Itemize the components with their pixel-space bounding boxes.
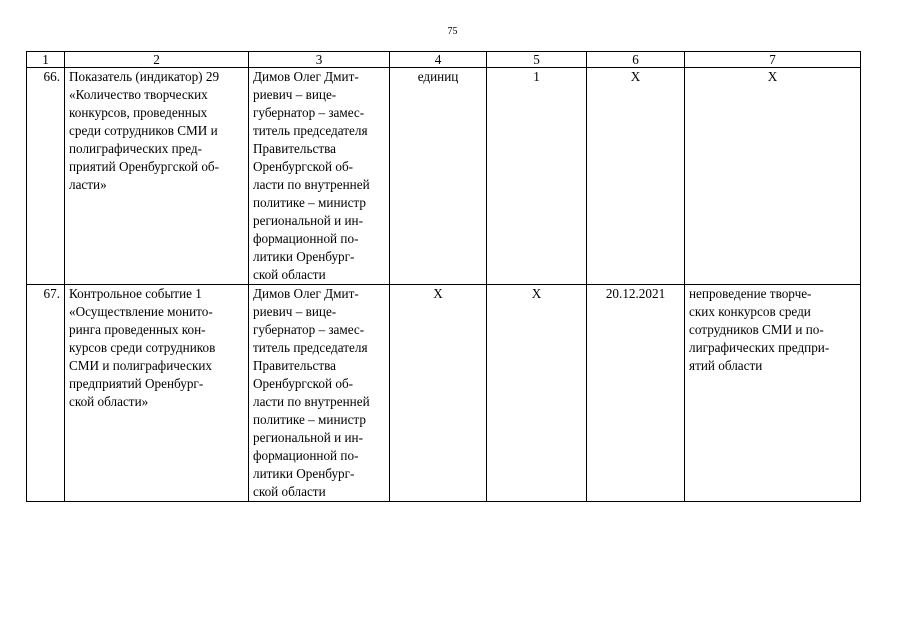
indicator-name-cell	[65, 285, 249, 502]
text-line: «Осуществление монито-	[69, 304, 213, 319]
indicator-name-cell	[65, 68, 249, 285]
text-line: формационной по-	[253, 448, 359, 463]
text-line: региональной и ин-	[253, 430, 363, 445]
date-cell: 20.12.2021	[587, 285, 685, 502]
text-line: ринга проведенных кон-	[69, 322, 206, 337]
column-header: 3	[249, 52, 390, 68]
text-line: риевич – вице-	[253, 304, 337, 319]
row-number-cell: 67.	[27, 285, 65, 502]
text-line: СМИ и полиграфических	[69, 358, 212, 373]
text-line: Правительства	[253, 141, 336, 156]
text-line: литики Оренбург-	[253, 466, 355, 481]
text-line: лиграфических предпри-	[689, 340, 830, 355]
text-line: ласти»	[69, 177, 107, 192]
text-line: риевич – вице-	[253, 87, 337, 102]
text-line: политике – министр	[253, 412, 366, 427]
text-line: ской области	[253, 267, 326, 282]
text-line: непроведение творче-	[689, 286, 812, 301]
unit-cell: Х	[390, 285, 487, 502]
text-line: титель председателя	[253, 340, 368, 355]
text-line: Х	[767, 69, 778, 84]
column-header: 7	[685, 52, 861, 68]
text-line: Димов Олег Дмит-	[253, 286, 359, 301]
column-header: 6	[587, 52, 685, 68]
text-line: «Количество творческих	[69, 87, 208, 102]
text-line: приятий Оренбургской об-	[69, 159, 220, 174]
text-line: политике – министр	[253, 195, 366, 210]
text-line: ятий области	[689, 358, 763, 373]
text-line: Оренбургской об-	[253, 159, 354, 174]
unit-cell: единиц	[390, 68, 487, 285]
text-line: предприятий Оренбург-	[69, 376, 204, 391]
value-cell: 1	[487, 68, 587, 285]
note-cell	[685, 68, 861, 285]
text-line: Оренбургской об-	[253, 376, 354, 391]
text-line: ских конкурсов среди	[689, 304, 811, 319]
date-cell: Х	[587, 68, 685, 285]
text-line: конкурсов, проведенных	[69, 105, 208, 120]
column-header: 2	[65, 52, 249, 68]
column-header: 5	[487, 52, 587, 68]
text-line: ской области	[253, 484, 326, 499]
table-row	[27, 68, 861, 285]
document-table	[26, 51, 861, 502]
responsible-cell	[249, 68, 390, 285]
note-cell	[685, 285, 861, 502]
text-line: региональной и ин-	[253, 213, 363, 228]
text-line: губернатор – замес-	[253, 322, 365, 337]
column-header: 4	[390, 52, 487, 68]
text-line: Контрольное событие 1	[69, 286, 202, 301]
value-cell: Х	[487, 285, 587, 502]
table-header-row	[27, 52, 861, 68]
text-line: Правительства	[253, 358, 336, 373]
responsible-cell	[249, 285, 390, 502]
text-line: полиграфических пред-	[69, 141, 203, 156]
text-line: среди сотрудников СМИ и	[69, 123, 218, 138]
column-header: 1	[27, 52, 65, 68]
text-line: сотрудников СМИ и по-	[689, 322, 824, 337]
table-row	[27, 285, 861, 502]
text-line: ской области»	[69, 394, 149, 409]
text-line: формационной по-	[253, 231, 359, 246]
page-number: 75	[447, 26, 458, 37]
text-line: курсов среди сотрудников	[69, 340, 216, 355]
text-line: ласти по внутренней	[253, 177, 370, 192]
row-number-cell: 66.	[27, 68, 65, 285]
text-line: Показатель (индикатор) 29	[69, 69, 220, 84]
text-line: титель председателя	[253, 123, 368, 138]
text-line: литики Оренбург-	[253, 249, 355, 264]
text-line: ласти по внутренней	[253, 394, 370, 409]
text-line: Димов Олег Дмит-	[253, 69, 359, 84]
text-line: губернатор – замес-	[253, 105, 365, 120]
